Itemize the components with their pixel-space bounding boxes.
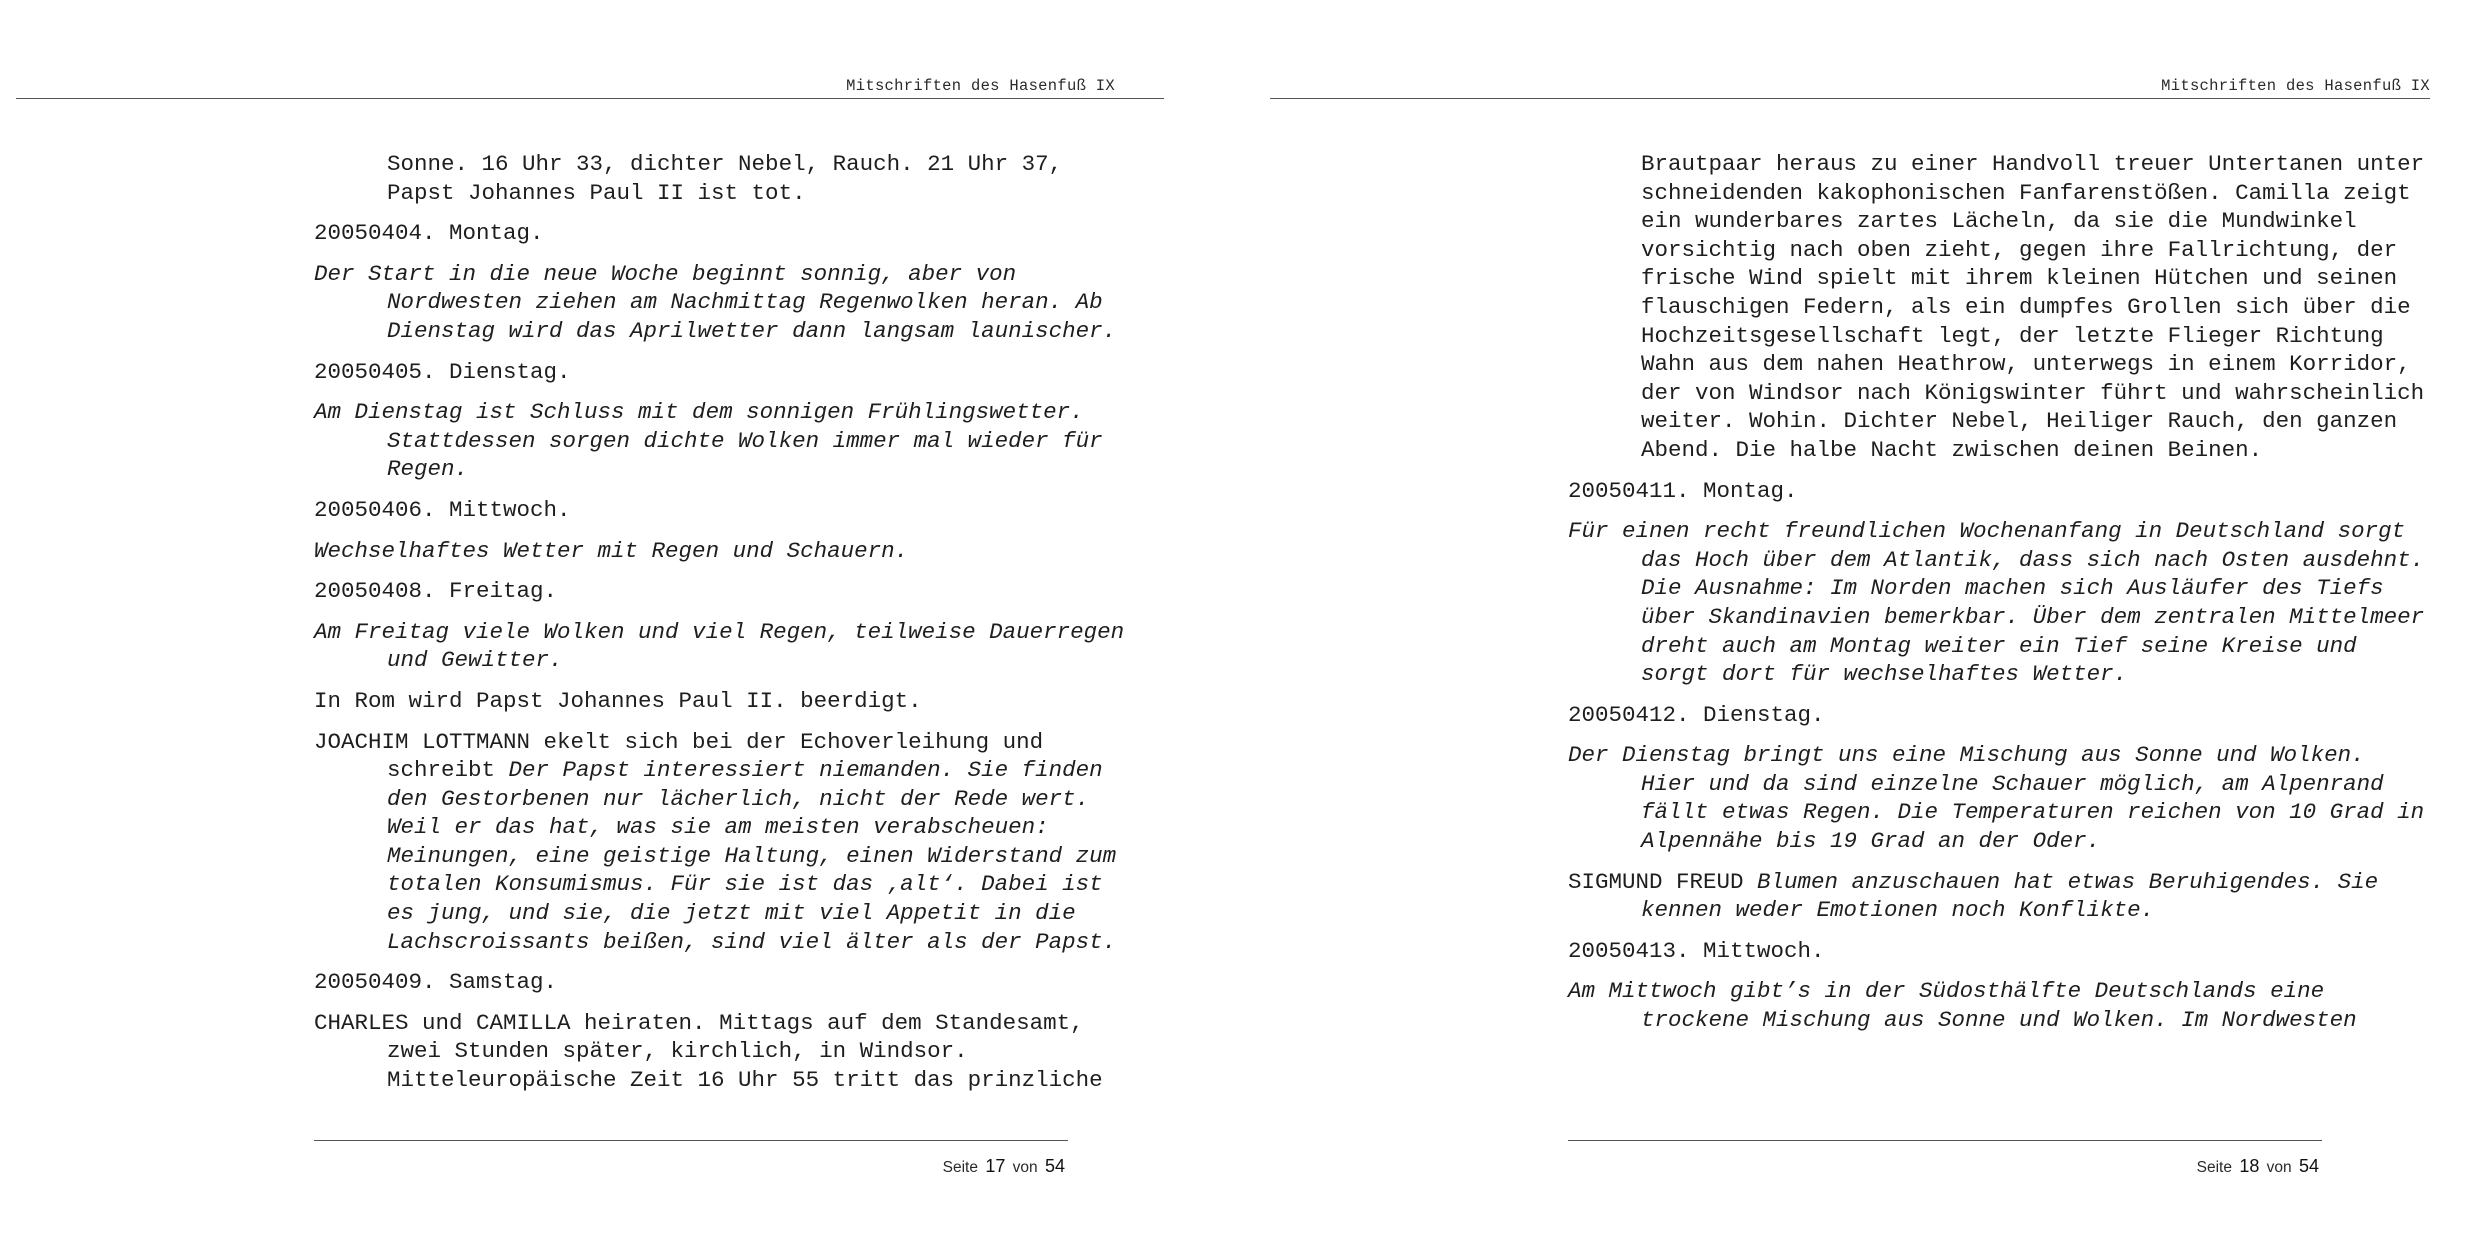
quote-intro: JOACHIM LOTTMANN ekelt sich bei der Echoverleihung und schreibt bbox=[314, 728, 1044, 784]
page-body bbox=[1568, 150, 2428, 1047]
quote-paragraph bbox=[1568, 868, 2428, 925]
date-entry: 20050404. Montag. bbox=[314, 220, 544, 247]
running-header: Mitschriften des Hasenfuß IX bbox=[846, 77, 1115, 95]
paragraph: Brautpaar heraus zu einer Handvoll treuer Untertanen unter schneidenden kakophonischen Fanfarenstößen. Camilla zeigt ein wunderbares zartes Lächeln, da sie die Mundwinkel vorsichtig nach oben zieht, gegen ihre Fallrichtung, der frische Wind spielt mit ihrem kleinen Hütchen und seinen flauschigen Federn, als ein dumpfes Grollen sich über die Hochzeitsgesellschaft legt, der letzte Flieger Richtung Wahn aus dem nahen Heathrow, unterwegs in einem Korridor, der von Windsor nach Königswinter führt und wahrscheinlich weiter. Wohin. Dichter Nebel, Heiliger Rauch, den ganzen Abend. Die halbe Nacht zwischen deinen Beinen. bbox=[1641, 151, 2425, 463]
page-footer bbox=[1568, 1156, 2322, 1177]
quote-intro: SIGMUND FREUD bbox=[1568, 868, 1758, 895]
running-header: Mitschriften des Hasenfuß IX bbox=[2161, 77, 2430, 95]
page-footer bbox=[314, 1156, 1068, 1177]
page-total: 54 bbox=[1044, 1156, 1065, 1176]
weather-paragraph: Für einen recht freundlichen Wochenanfang in Deutschland sorgt das Hoch über dem Atlantik, dass sich nach Osten ausdehnt. Die Ausnahme: Im Norden machen sich Ausläufer des Tiefs über Skandinavien bemerkbar. Über dem zentralen Mittelmeer dreht auch am Montag weiter ein Tief seine Kreise und sorgt dort für wechselhaftes Wetter. bbox=[1568, 518, 2425, 688]
weather-paragraph: Der Start in die neue Woche beginnt sonnig, aber von Nordwesten ziehen am Nachmittag Regenwolken heran. Ab Dienstag wird das Aprilwetter dann langsam launischer. bbox=[314, 260, 1117, 344]
paragraph: In Rom wird Papst Johannes Paul II. beerdigt. bbox=[314, 687, 922, 714]
quote-paragraph bbox=[314, 728, 1134, 957]
weather-paragraph: Wechselhaftes Wetter mit Regen und Schauern. bbox=[314, 537, 909, 564]
header-rule bbox=[1270, 98, 2430, 99]
paragraph: CHARLES und CAMILLA heiraten. Mittags auf dem Standesamt, zwei Stunden später, kirchlich, in Windsor. Mitteleuropäische Zeit 16 Uhr 55 tritt das prinzliche bbox=[314, 1009, 1103, 1094]
footer-seite: Seite bbox=[942, 1159, 978, 1176]
footer-seite: Seite bbox=[2196, 1159, 2232, 1176]
quote-text: Der Papst interessiert niemanden. Sie finden den Gestorbenen nur lächerlich, nicht der Rede wert. Weil er das hat, was sie am meisten verabscheuen: Meinungen, eine geistige Haltung, einen Widerstand zum totalen Konsumismus. Für sie ist das ‚alt‘. Dabei ist es jung, und sie, die jetzt mit viel Appetit in die Lachscroissants beißen, sind viel älter als der Papst. bbox=[387, 757, 1117, 955]
weather-paragraph: Am Mittwoch gibt’s in der Südosthälfte Deutschlands eine trockene Mischung aus Sonne und Wolken. Im Nordwesten bbox=[1568, 978, 2357, 1034]
weather-paragraph: Der Dienstag bringt uns eine Mischung aus Sonne und Wolken. Hier und da sind einzelne Schauer möglich, am Alpenrand fällt etwas Regen. Die Temperaturen reichen von 10 Grad in Alpennähe bis 19 Grad an der Oder. bbox=[1568, 742, 2425, 855]
header-rule bbox=[16, 98, 1164, 99]
date-entry: 20050413. Mittwoch. bbox=[1568, 937, 1825, 964]
date-entry: 20050408. Freitag. bbox=[314, 578, 558, 605]
footer-rule bbox=[314, 1140, 1068, 1141]
page-number: 17 bbox=[985, 1156, 1006, 1176]
date-entry: 20050405. Dienstag. bbox=[314, 358, 571, 385]
page-number: 18 bbox=[2239, 1156, 2260, 1176]
footer-von: von bbox=[1012, 1159, 1038, 1176]
page-body bbox=[314, 150, 1134, 1107]
weather-paragraph: Am Freitag viele Wolken und viel Regen, teilweise Dauerregen und Gewitter. bbox=[314, 618, 1125, 674]
date-entry: 20050411. Montag. bbox=[1568, 477, 1798, 504]
date-entry: 20050412. Dienstag. bbox=[1568, 701, 1825, 728]
page-total: 54 bbox=[2298, 1156, 2319, 1176]
weather-paragraph: Am Dienstag ist Schluss mit dem sonnigen Frühlingswetter. Stattdessen sorgen dichte Wolken immer mal wieder für Regen. bbox=[314, 399, 1103, 483]
footer-von: von bbox=[2266, 1159, 2292, 1176]
date-entry: 20050406. Mittwoch. bbox=[314, 496, 571, 523]
quote-text: Blumen anzuschauen hat etwas Beruhigendes. Sie kennen weder Emotionen noch Konflikte. bbox=[1641, 868, 2379, 924]
right-page bbox=[1240, 0, 2480, 1240]
paragraph: Sonne. 16 Uhr 33, dichter Nebel, Rauch. 21 Uhr 37, Papst Johannes Paul II ist tot. bbox=[387, 151, 1063, 206]
date-entry: 20050409. Samstag. bbox=[314, 969, 558, 996]
footer-rule bbox=[1568, 1140, 2322, 1141]
